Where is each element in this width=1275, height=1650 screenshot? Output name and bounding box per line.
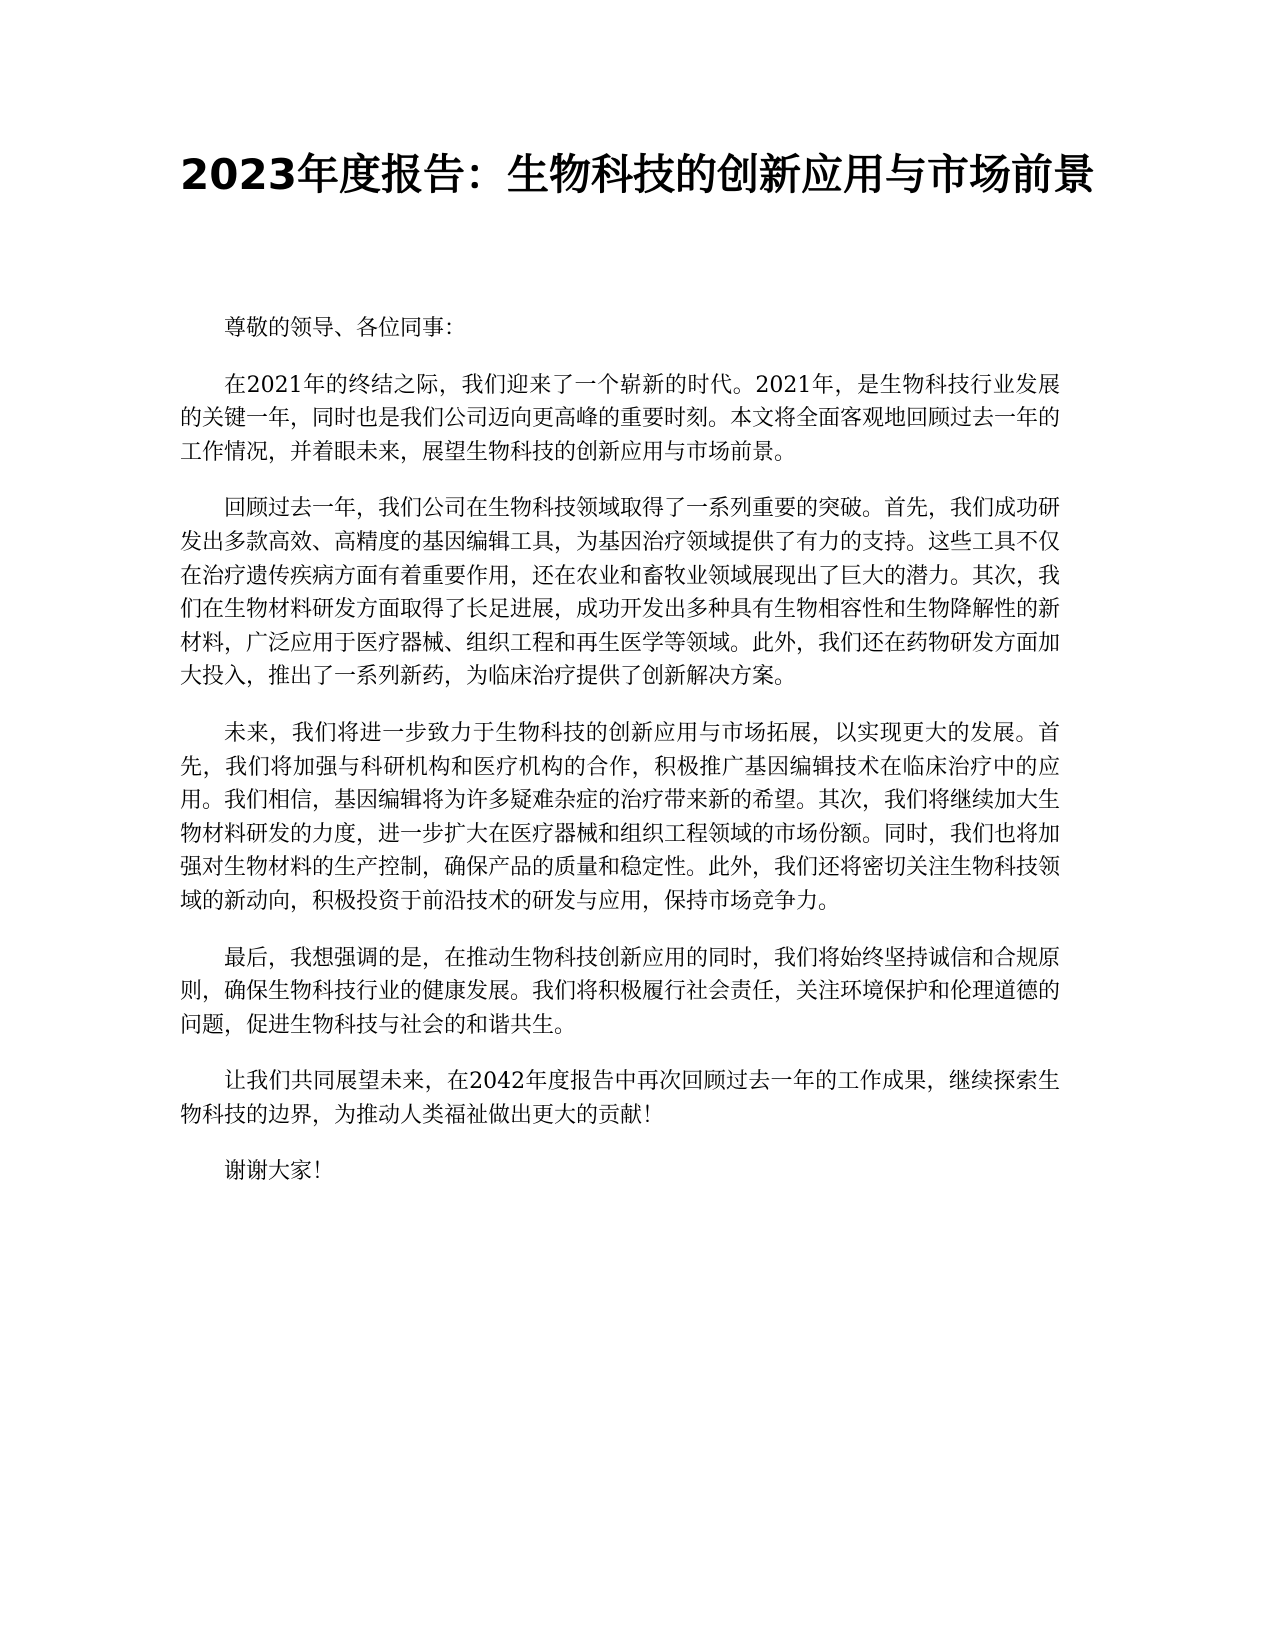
closing-paragraph: 谢谢大家！ xyxy=(224,1159,335,1185)
document-body xyxy=(180,312,1060,1212)
emphasis-paragraph: 最后，我想强调的是，在推动生物科技创新应用的同时，我们将始终坚持诚信和合规原则，确保生物科技行业的健康发展。我们将积极履行社会责任，关注环境保护和伦理道德的问题，促进生物科技与社会的和谐共生。 xyxy=(180,945,1061,1038)
review-paragraph: 回顾过去一年，我们公司在生物科技领域取得了一系列重要的突破。首先，我们成功研发出多款高效、高精度的基因编辑工具，为基因治疗领域提供了有力的支持。这些工具不仅在治疗遗传疾病方面有着重要作用，还在农业和畜牧业领域展现出了巨大的潜力。其次，我们在生物材料研发方面取得了长足进展，成功开发出多种具有生物相容性和生物降解性的新材料，广泛应用于医疗器械、组织工程和再生医学等领域。此外，我们还在药物研发方面加大投入，推出了一系列新药，为临床治疗提供了创新解决方案。 xyxy=(180,496,1061,690)
outlook-paragraph: 让我们共同展望未来，在2042年度报告中再次回顾过去一年的工作成果，继续探索生物科技的边界，为推动人类福祉做出更大的贡献！ xyxy=(180,1069,1060,1128)
document-title: 2023年度报告：生物科技的创新应用与市场前景 xyxy=(180,150,1095,199)
future-paragraph: 未来，我们将进一步致力于生物科技的创新应用与市场拓展，以实现更大的发展。首先，我们将加强与科研机构和医疗机构的合作，积极推广基因编辑技术在临床治疗中的应用。我们相信，基因编辑将为许多疑难杂症的治疗带来新的希望。其次，我们将继续加大生物材料研发的力度，进一步扩大在医疗器械和组织工程领域的市场份额。同时，我们也将加强对生物材料的生产控制，确保产品的质量和稳定性。此外，我们还将密切关注生物科技领域的新动向，积极投资于前沿技术的研发与应用，保持市场竞争力。 xyxy=(180,720,1061,914)
salutation-paragraph: 尊敬的领导、各位同事： xyxy=(224,316,467,341)
intro-paragraph: 在2021年的终结之际，我们迎来了一个崭新的时代。2021年，是生物科技行业发展的关键一年，同时也是我们公司迈向更高峰的重要时刻。本文将全面客观地回顾过去一年的工作情况，并着眼未来，展望生物科技的创新应用与市场前景。 xyxy=(180,372,1061,465)
